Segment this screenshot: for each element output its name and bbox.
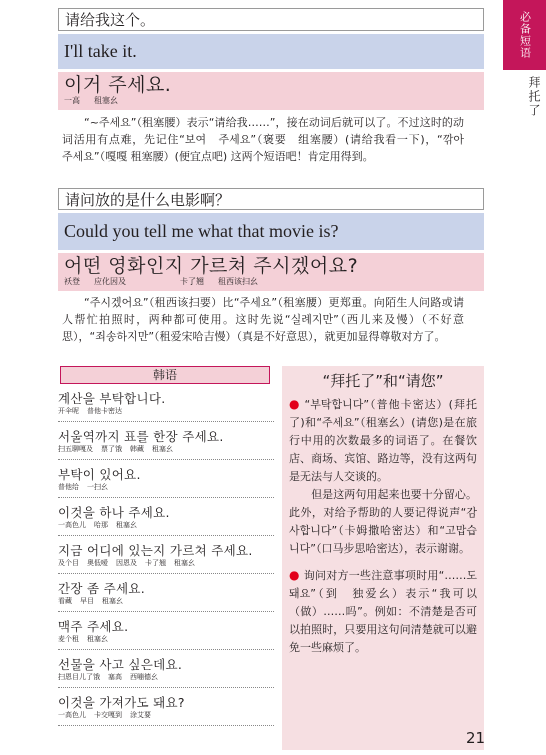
pronunciation: 袄登 应化因及 卡了翘 租西该扫幺 [64, 277, 258, 286]
chapter-tab: 必备短语 [503, 0, 546, 70]
pronunciation: 一高 租塞幺 [64, 96, 118, 105]
list-item: 이것을 가져가도 돼요? 一高色儿 卡交嘎到 涂艾要 [58, 688, 274, 726]
panel-paragraph-1: ● “부탁합니다”（普他卡密达）(拜托了)和“주세요”（租塞幺）(请您)是在旅行中用的次数最多的词语了。在餐饮店、商场、宾馆、路边等，没有这两句是无法与人交谈的。 [289, 397, 477, 483]
explanation-note-1: “~주세요”（租塞腰）表示“请给我……”，接在动词后就可以了。不过这时的动词活用有点难，先记住“보여 주세요”（褒要 组塞腰）(请给我看一下)，“깎아 주세요”（嘎嘎 租塞腰）(便宜点吧) 这两个短语吧！肯定用得到。 [62, 116, 475, 163]
explanation-note-2: “주시겠어요”（租西该扫要）比“주세요”（租塞腰）更郑重。向陌生人问路或请人帮忙拍照时，两种都可使用。这时先说“실례지만”（西儿来及慢）（不好意思），“죄송하지만”（租爱宋哈吉慢）（真是不好意思），就更加显得尊敬对方了。 [62, 296, 464, 343]
korean-sentence-2 [58, 253, 484, 291]
chinese-sentence-2: 请问放的是什么电影啊？ [58, 188, 484, 210]
panel-paragraph-2: 但是这两句用起来也要十分留心。此外，对给予帮助的人要记得说声“감사합니다”（卡姆撒哈密达）和“고맙습니다”（口马步思哈密达），表示谢谢。 [289, 488, 477, 555]
english-sentence-1: I'll take it. [58, 34, 484, 69]
chinese-sentence-1: 请给我这个。 [58, 8, 484, 31]
english-sentence-2: Could you tell me what that movie is? [58, 213, 484, 250]
list-item: 서울역까지 표를 한장 주세요. 扫五聊嘎及 票了饿 韩藏 租塞幺 [58, 422, 274, 460]
list-item: 맥주 주세요. 麦个租 租塞幺 [58, 612, 274, 650]
bullet-icon: ● [289, 397, 301, 411]
list-item: 계산을 부탁합니다. 开伞呢 普他卡密达 [58, 384, 274, 422]
panel-title: “拜托了”和“请您” [322, 372, 444, 390]
vocabulary-list [58, 366, 274, 726]
list-item: 간장 좀 주세요. 看藏 早目 租塞幺 [58, 574, 274, 612]
panel-paragraph-3: ● 询问对方一些注意事项时用“……도돼요”（到 独爱幺）表示“我可以（做）……吗”。例如：不清楚是否可以拍照时，只要用这句问清楚就可以避免一些麻烦了。 [289, 568, 477, 654]
bullet-icon: ● [289, 568, 300, 582]
tips-panel [282, 366, 484, 750]
page-number: 21 [466, 729, 486, 747]
korean-text: 어떤 영화인지 가르쳐 주시겠어요? [64, 255, 359, 277]
chapter-topic: 拜托了 [527, 76, 541, 118]
list-item: 지금 어디에 있는지 가르쳐 주세요. 及个目 奥低嗳 因恩及 卡了翘 租塞幺 [58, 536, 274, 574]
list-item: 이것을 하나 주세요. 一高色儿 哈那 租塞幺 [58, 498, 274, 536]
list-item: 선물을 사고 싶은데요. 扫恩目儿了饿 塞高 西嘣德幺 [58, 650, 274, 688]
vocabulary-header: 韩语 [60, 366, 270, 384]
list-item: 부탁이 있어요. 普他给 一扫幺 [58, 460, 274, 498]
korean-sentence-1 [58, 72, 484, 110]
korean-text: 이거 주세요. [64, 74, 172, 96]
